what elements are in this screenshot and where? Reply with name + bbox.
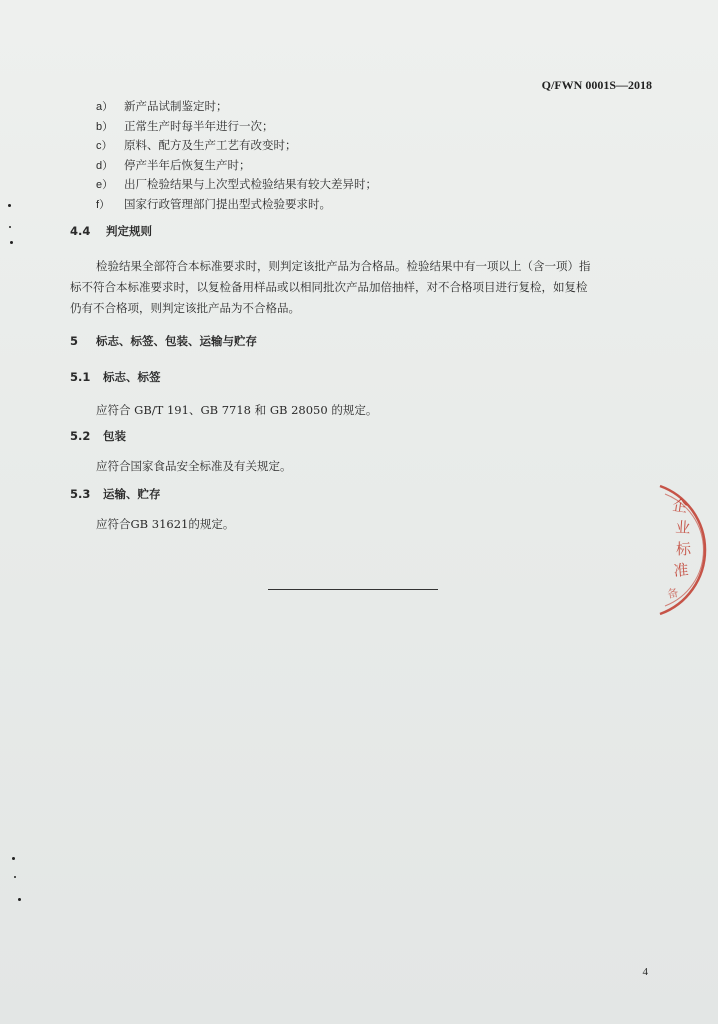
section-heading-5 xyxy=(70,333,257,349)
list-marker: f） xyxy=(96,198,111,211)
section-title: 包装 xyxy=(103,429,126,443)
section-number: 5.1 xyxy=(70,370,91,384)
judgement-rule-line-1: 检验结果全部符合本标准要求时，则判定该批产品为合格品。检验结果中有一项以上（含一项）指 xyxy=(96,259,591,273)
judgement-rule-line-3: 仍有不合格项，则判定该批产品为不合格品。 xyxy=(70,301,300,315)
list-marker: b） xyxy=(96,120,114,133)
list-text: 国家行政管理部门提出型式检验要求时。 xyxy=(124,196,331,211)
scan-speck xyxy=(8,204,11,207)
type-test-conditions-list xyxy=(96,97,377,215)
svg-text:企: 企 xyxy=(671,496,689,517)
section-heading-5-1 xyxy=(70,369,161,385)
list-marker: e） xyxy=(96,179,114,192)
company-seal-stamp xyxy=(648,480,708,620)
list-marker: d） xyxy=(96,159,114,172)
list-item xyxy=(96,156,377,176)
list-item xyxy=(96,175,377,195)
scan-speck xyxy=(12,857,15,860)
section-number: 4.4 xyxy=(70,224,91,238)
section-title: 判定规则 xyxy=(106,224,152,238)
scan-speck xyxy=(18,898,21,901)
section-number: 5 xyxy=(70,334,79,348)
section-title: 标志、标签 xyxy=(103,370,161,384)
judgement-rule-line-2: 标不符合本标准要求时，以复检备用样品或以相同批次产品加倍抽样，对不合格项目进行复检，如复检 xyxy=(70,280,588,294)
scan-speck xyxy=(9,226,11,228)
section-heading-4-4 xyxy=(70,223,152,239)
page-number: 4 xyxy=(642,966,648,978)
list-item xyxy=(96,97,377,117)
list-item xyxy=(96,136,377,156)
list-text: 出厂检验结果与上次型式检验结果有较大差异时； xyxy=(124,177,377,192)
list-item xyxy=(96,195,377,215)
section-heading-5-2 xyxy=(70,428,126,444)
section-5-2-text: 应符合国家食品安全标准及有关规定。 xyxy=(96,459,292,473)
svg-text:准: 准 xyxy=(672,560,690,580)
end-of-document-rule xyxy=(268,589,438,590)
list-marker: a） xyxy=(96,101,114,113)
section-5-3-text: 应符合GB 31621的规定。 xyxy=(96,517,235,531)
list-text: 新产品试制鉴定时； xyxy=(124,99,228,113)
section-5-1-text: 应符合 GB/T 191、GB 7718 和 GB 28050 的规定。 xyxy=(96,403,378,417)
scan-speck xyxy=(10,241,13,244)
section-heading-5-3 xyxy=(70,486,161,502)
scan-speck xyxy=(14,876,16,878)
document-code: Q/FWN 0001S—2018 xyxy=(541,78,652,92)
list-text: 原料、配方及生产工艺有改变时； xyxy=(124,138,297,153)
list-text: 正常生产时每半年进行一次； xyxy=(124,118,274,133)
svg-text:业: 业 xyxy=(674,518,691,538)
list-text: 停产半年后恢复生产时； xyxy=(124,157,251,172)
svg-text:备: 备 xyxy=(666,586,680,601)
section-title: 运输、贮存 xyxy=(103,487,161,501)
section-number: 5.3 xyxy=(70,487,91,501)
svg-text:标: 标 xyxy=(676,540,692,558)
section-number: 5.2 xyxy=(70,429,91,443)
list-marker: c） xyxy=(96,140,113,153)
section-title: 标志、标签、包装、运输与贮存 xyxy=(96,334,257,348)
list-item xyxy=(96,117,377,137)
